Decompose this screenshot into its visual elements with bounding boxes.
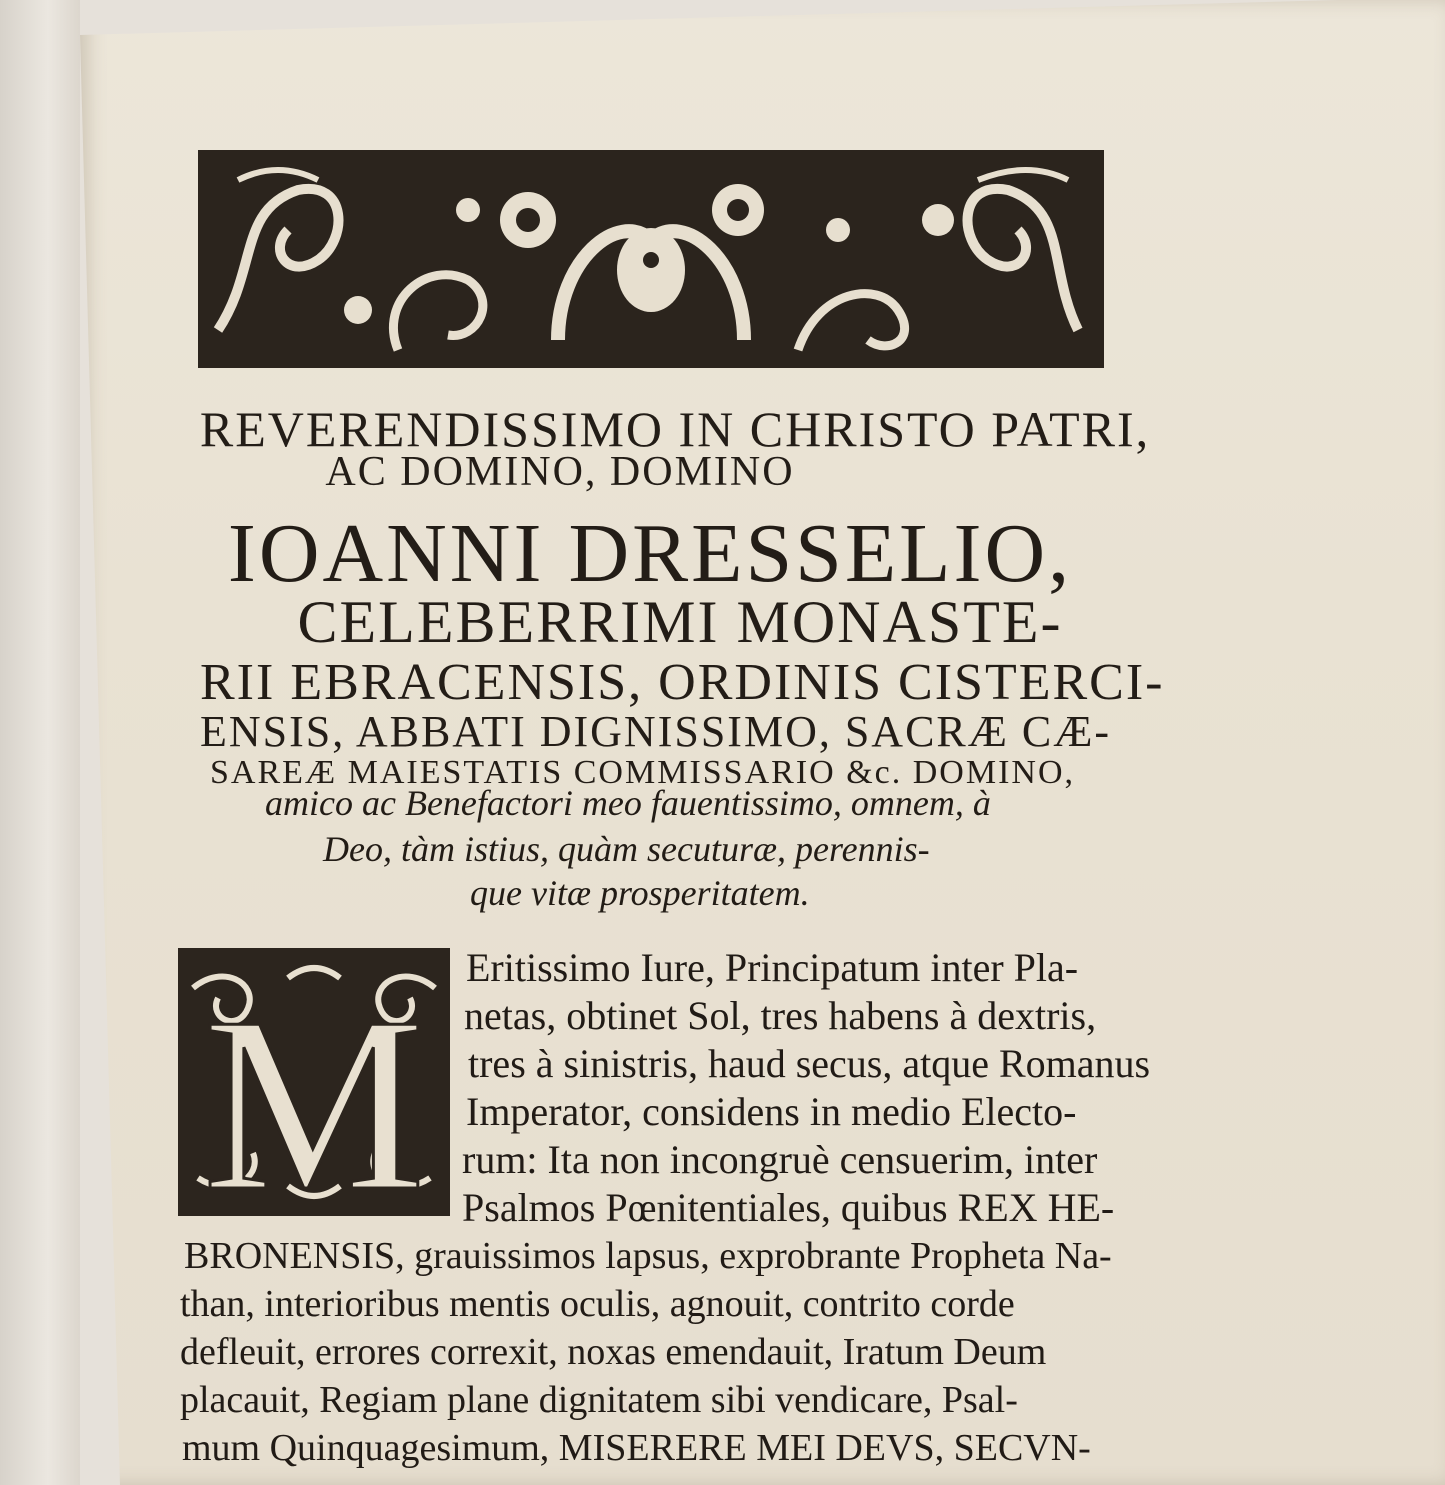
body-line-4: Imperator, considens in medio Electo-	[466, 1089, 1077, 1134]
body-line-8: than, interioribus mentis oculis, agnouit, contrito corde	[180, 1283, 1015, 1325]
background-surface	[0, 0, 80, 1485]
heading-line-6: ENSIS, ABBATI DIGNISSIMO, SACRÆ CÆ-	[200, 707, 1112, 756]
heading-line-7: SAREÆ MAIESTATIS COMMISSARIO &c. DOMINO,	[210, 754, 1076, 791]
heading-line-2: AC DOMINO, DOMINO	[325, 449, 795, 495]
dedication-line-3: que vitæ prosperitatem.	[470, 873, 810, 913]
heading-line-4: CELEBERRIMI MONASTE-	[297, 589, 1063, 655]
drop-cap-initial	[178, 948, 450, 1216]
body-line-5: rum: Ita non incongruè censuerim, inter	[462, 1137, 1098, 1182]
drop-cap-letter: M	[202, 966, 426, 1216]
heading-line-5: RII EBRACENSIS, ORDINIS CISTERCI-	[200, 654, 1165, 711]
body-line-2: netas, obtinet Sol, tres habens à dextris,	[464, 993, 1097, 1038]
heading-line-1: REVERENDISSIMO IN CHRISTO PATRI,	[199, 401, 1151, 457]
dedication-line-2: Deo, tàm istius, quàm secuturæ, perennis-	[323, 829, 930, 869]
body-line-10: placauit, Regiam plane dignitatem sibi vendicare, Psal-	[180, 1379, 1018, 1421]
body-line-3: tres à sinistris, haud secus, atque Romanus	[468, 1041, 1151, 1086]
body-line-1: Eritissimo Iure, Principatum inter Pla-	[466, 945, 1079, 990]
body-line-7: BRONENSIS, grauissimos lapsus, exprobrante Propheta Na-	[184, 1235, 1112, 1277]
body-line-11: mum Quinquagesimum, MISERERE MEI DEVS, SECVN-	[182, 1427, 1091, 1469]
headpiece-ornament	[198, 150, 1104, 368]
body-line-9: defleuit, errores correxit, noxas emendauit, Iratum Deum	[180, 1331, 1047, 1373]
body-line-6: Psalmos Pœnitentiales, quibus REX HE-	[462, 1185, 1115, 1230]
heading-name: IOANNI DRESSELIO,	[227, 507, 1073, 600]
dedication-line-1: amico ac Benefactori meo fauentissimo, omnem, à	[265, 783, 991, 823]
